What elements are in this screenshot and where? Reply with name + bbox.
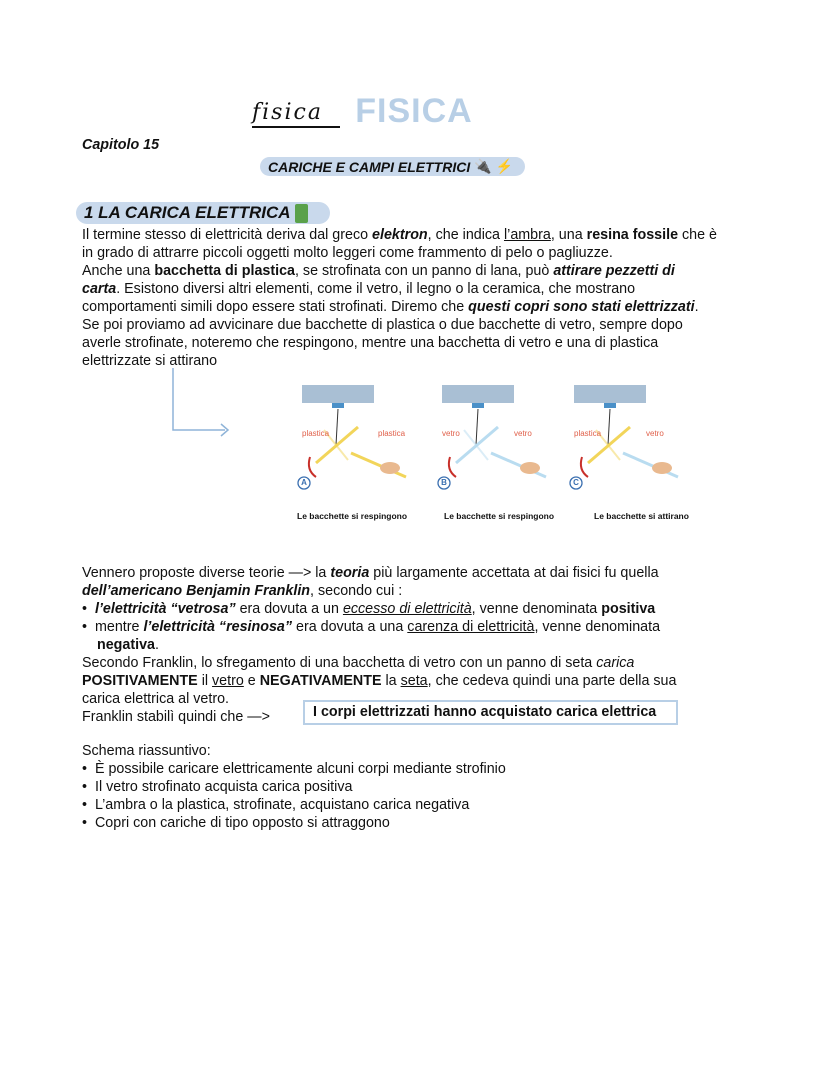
- figure-label-right: vetro: [514, 429, 532, 438]
- figure-letter: A: [301, 478, 307, 487]
- p2-line: carica elettrica al vetro.: [82, 691, 229, 707]
- chapter-label: Capitolo 15: [82, 137, 160, 153]
- figure-panel-b: [436, 385, 546, 495]
- section-title-text: 1 LA CARICA ELETTRICA: [84, 203, 291, 222]
- script-title: fisica: [252, 100, 323, 125]
- figure-label-left: plastica: [574, 429, 602, 438]
- chapter-title-text: CARICHE E CAMPI ELETTRICI: [268, 158, 471, 175]
- figure-caption-c: Le bacchette si attirano: [594, 511, 689, 521]
- p1-line: in grado di attrarre piccoli oggetti molto leggeri come frammento di pelo o pagliuzze.: [82, 245, 613, 261]
- figure-label-right: plastica: [378, 429, 406, 438]
- p1-line: elettrizzate si attirano: [82, 353, 218, 369]
- p1-line: carta. Esistono diversi altri elementi, come il vetro, il legno o la ceramica, che mostrano: [82, 281, 636, 297]
- summary-item: • Il vetro strofinato acquista carica positiva: [82, 779, 353, 795]
- summary-item: • È possibile caricare elettricamente alcuni corpi mediante strofinio: [82, 761, 506, 777]
- title-underline: [252, 126, 340, 128]
- figure-label-left: plastica: [302, 429, 330, 438]
- p1-line: comportamenti simili dopo essere stati strofinati. Diremo che questi copri sono stati elettrizzati.: [82, 299, 699, 315]
- figure-caption-a: Le bacchette si respingono: [297, 511, 408, 521]
- figure-label-left: vetro: [442, 429, 460, 438]
- figure-letter: B: [441, 478, 447, 487]
- section-title: [76, 202, 330, 224]
- summary-item: • Copri con cariche di tipo opposto si attraggono: [82, 815, 390, 831]
- p2-line: Secondo Franklin, lo sfregamento di una bacchetta di vetro con un panno di seta carica: [82, 655, 635, 671]
- p1-line: averle strofinate, noteremo che respingono, mentre una bacchetta di vetro e una di plastica: [82, 335, 659, 351]
- plug-icon: 🔌: [474, 158, 492, 174]
- figure-caption-b: Le bacchette si respingono: [444, 511, 555, 521]
- lightning-icon: ⚡: [495, 158, 514, 174]
- p1-line: Anche una bacchetta di plastica, se strofinata con un panno di lana, può attirare pezzetti di: [82, 263, 675, 279]
- p2-line: Franklin stabilì quindi che —>: [82, 709, 270, 725]
- p1-line: Se poi proviamo ad avvicinare due bacchette di plastica o due bacchette di vetro, sempre dopo: [82, 317, 683, 333]
- p2-line: POSITIVAMENTE il vetro e NEGATIVAMENTE la seta, che cedeva quindi una parte della sua: [82, 673, 677, 689]
- battery-icon: [295, 204, 308, 223]
- summary-title: Schema riassuntivo:: [82, 743, 211, 759]
- bullet-continuation: negativa.: [97, 637, 159, 653]
- page-title: FISICA: [355, 92, 473, 130]
- bullet-item: • mentre l’elettricità “resinosa” era dovuta a una carenza di elettricità, venne denominata: [82, 619, 661, 635]
- figure-panel-c: [568, 385, 678, 495]
- p1-line: Il termine stesso di elettricità deriva dal greco elektron, che indica l’ambra, una resina fossile che è: [82, 227, 717, 243]
- bullet-item: • l’elettricità “vetrosa” era dovuta a un eccesso di elettricità, venne denominata positiva: [82, 601, 656, 617]
- p2-line: Vennero proposte diverse teorie —> la teoria più largamente accettata at dai fisici fu quella: [82, 565, 659, 581]
- figure-label-right: vetro: [646, 429, 664, 438]
- figure-letter: C: [573, 478, 579, 487]
- arrow-connector-icon: [165, 365, 240, 440]
- figure-panel-a: [296, 385, 406, 495]
- summary-item: • L’ambra o la plastica, strofinate, acquistano carica negativa: [82, 797, 470, 813]
- chapter-title: [260, 157, 525, 176]
- highlight-box: I corpi elettrizzati hanno acquistato carica elettrica: [303, 700, 678, 725]
- p2-line: dell’americano Benjamin Franklin, secondo cui :: [82, 583, 403, 599]
